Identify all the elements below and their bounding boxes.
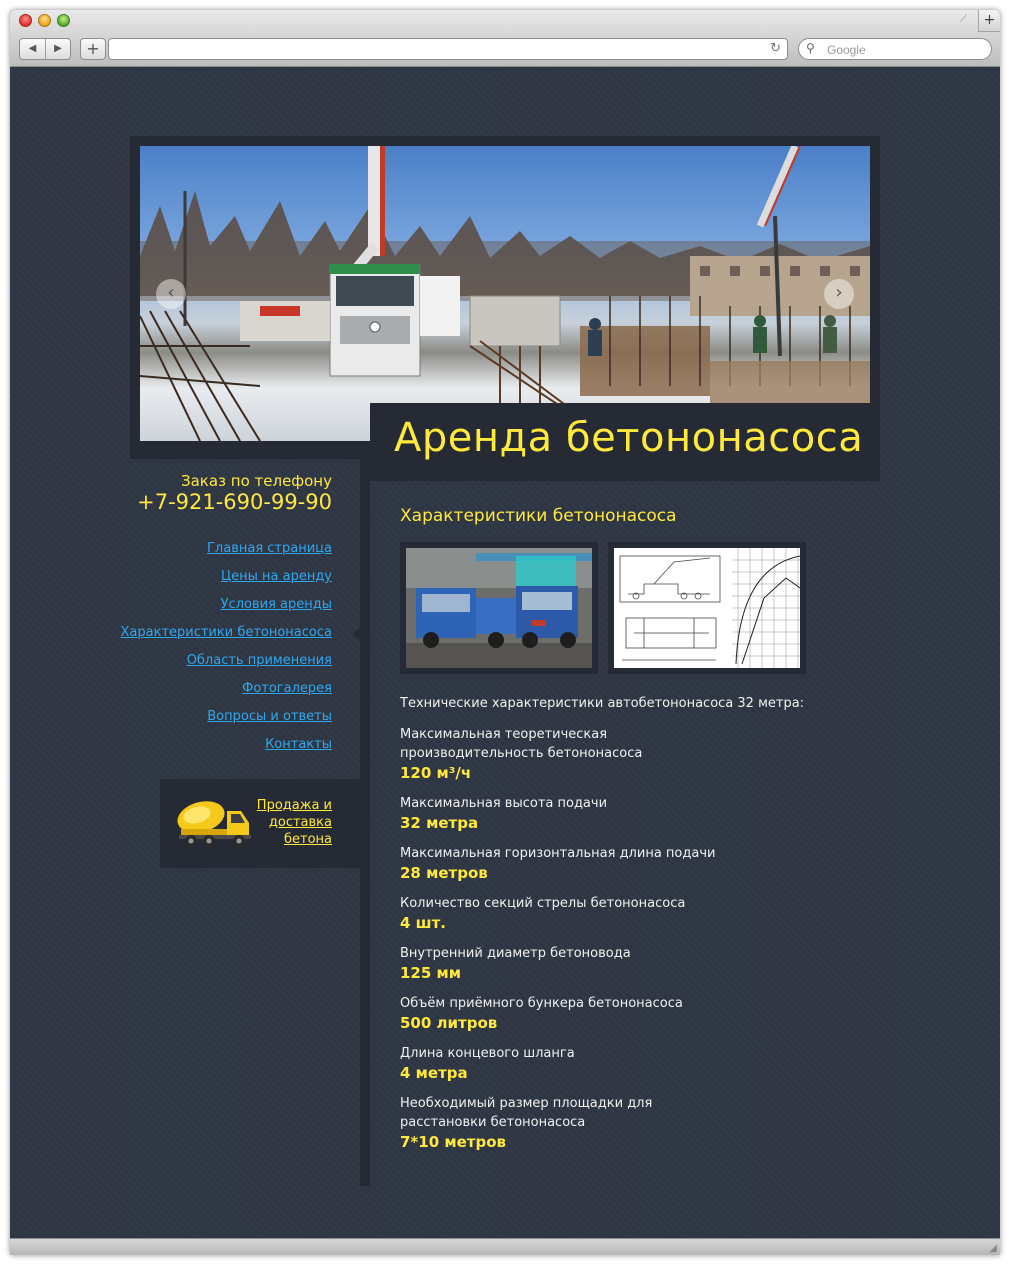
browser-window (10, 10, 1000, 1255)
spec-label: Внутренний диаметр бетоновода (400, 946, 631, 961)
nav-item-specifications[interactable]: Характеристики бетононасоса (120, 625, 332, 640)
spec-value: 500 литров (400, 1014, 498, 1032)
spec-label: Длина концевого шланга (400, 1046, 575, 1061)
nav-item-terms[interactable]: Условия аренды (220, 597, 332, 612)
address-bar[interactable] (108, 38, 788, 60)
reload-icon[interactable]: ↻ (770, 41, 781, 56)
spec-value: 125 мм (400, 964, 462, 982)
spec-value: 28 метров (400, 864, 488, 882)
minimize-window-button[interactable] (38, 14, 51, 27)
resize-icon: ⟋ (960, 14, 967, 25)
page-title-box (370, 403, 880, 481)
spec-value: 4 шт. (400, 914, 446, 932)
nav-item-prices[interactable]: Цены на аренду (221, 569, 332, 584)
promo-block (160, 779, 360, 868)
zoom-window-button[interactable] (57, 14, 70, 27)
spec-item (400, 844, 800, 884)
history-buttons (19, 38, 71, 60)
search-icon: ⚲ (806, 41, 815, 55)
spec-item (400, 944, 800, 984)
spec-value: 7*10 метров (400, 1133, 507, 1151)
boom-reach-diagram (614, 548, 800, 668)
specs-list (400, 725, 800, 1163)
left-strip (130, 451, 370, 459)
spec-item (400, 1044, 800, 1084)
promo-link-line: Продажа и (256, 798, 332, 813)
browser-toolbar (10, 10, 1000, 67)
phone-number[interactable]: +7-921-690-99-90 (137, 490, 332, 514)
spec-item (400, 994, 800, 1034)
construction-site-illustration (140, 146, 870, 441)
spec-item (400, 1094, 800, 1153)
promo-link-line: бетона (283, 832, 332, 847)
concrete-mixer-truck-icon[interactable] (175, 797, 253, 849)
active-nav-pointer-icon (353, 628, 360, 640)
promo-link-line: доставка (268, 815, 332, 830)
nav-item-home[interactable]: Главная страница (207, 541, 332, 556)
resize-grip-icon[interactable]: ◢ (989, 1243, 997, 1254)
nav-item-contacts[interactable]: Контакты (265, 737, 332, 752)
spec-label: Количество секций стрелы бетононасоса (400, 896, 686, 911)
trucks-photo (406, 548, 592, 668)
spec-value: 120 м³/ч (400, 764, 472, 782)
trucks-illustration (406, 548, 592, 668)
spec-item (400, 894, 800, 934)
spec-value: 4 метра (400, 1064, 468, 1082)
back-button[interactable]: ◀ (28, 43, 37, 54)
spec-label: Максимальная горизонтальная длина подачи (400, 846, 716, 861)
browser-status-bar (10, 1238, 1000, 1255)
forward-button[interactable]: ▶ (45, 39, 70, 59)
nav-item-applications[interactable]: Область применения (186, 653, 332, 668)
spec-label: Максимальная теоретическая производительность бетононасоса (400, 727, 643, 761)
gallery-thumb-diagram[interactable] (608, 542, 806, 674)
hero-photo (140, 146, 870, 441)
gallery-thumb-trucks[interactable] (400, 542, 598, 674)
section-title: Характеристики бетононасоса (400, 506, 677, 526)
phone-label: Заказ по телефону (180, 472, 332, 490)
specs-intro: Технические характеристики автобетононасоса 32 метра: (400, 696, 805, 711)
add-bookmark-button[interactable]: + (80, 38, 106, 60)
nav-item-faq[interactable]: Вопросы и ответы (207, 709, 332, 724)
search-field[interactable] (798, 38, 992, 60)
sidebar-nav (110, 538, 332, 762)
nav-item-gallery[interactable]: Фотогалерея (242, 681, 332, 696)
slider-prev-button[interactable]: ‹ (156, 279, 186, 309)
close-window-button[interactable] (19, 14, 32, 27)
column-divider (360, 451, 370, 1186)
spec-item (400, 794, 800, 834)
spec-label: Объём приёмного бункера бетононасоса (400, 996, 683, 1011)
slider-next-button[interactable]: › (824, 279, 854, 309)
boom-diagram (614, 548, 800, 668)
page-viewport[interactable] (10, 68, 1000, 1238)
page-title: Аренда бетононасоса (394, 415, 864, 461)
search-placeholder: Google (827, 43, 866, 57)
new-tab-button[interactable]: + (978, 10, 1000, 32)
promo-link[interactable] (252, 797, 332, 848)
spec-label: Максимальная высота подачи (400, 796, 608, 811)
spec-label: Необходимый размер площадки для расстановки бетононасоса (400, 1096, 653, 1130)
spec-value: 32 метра (400, 814, 479, 832)
spec-item (400, 725, 800, 784)
